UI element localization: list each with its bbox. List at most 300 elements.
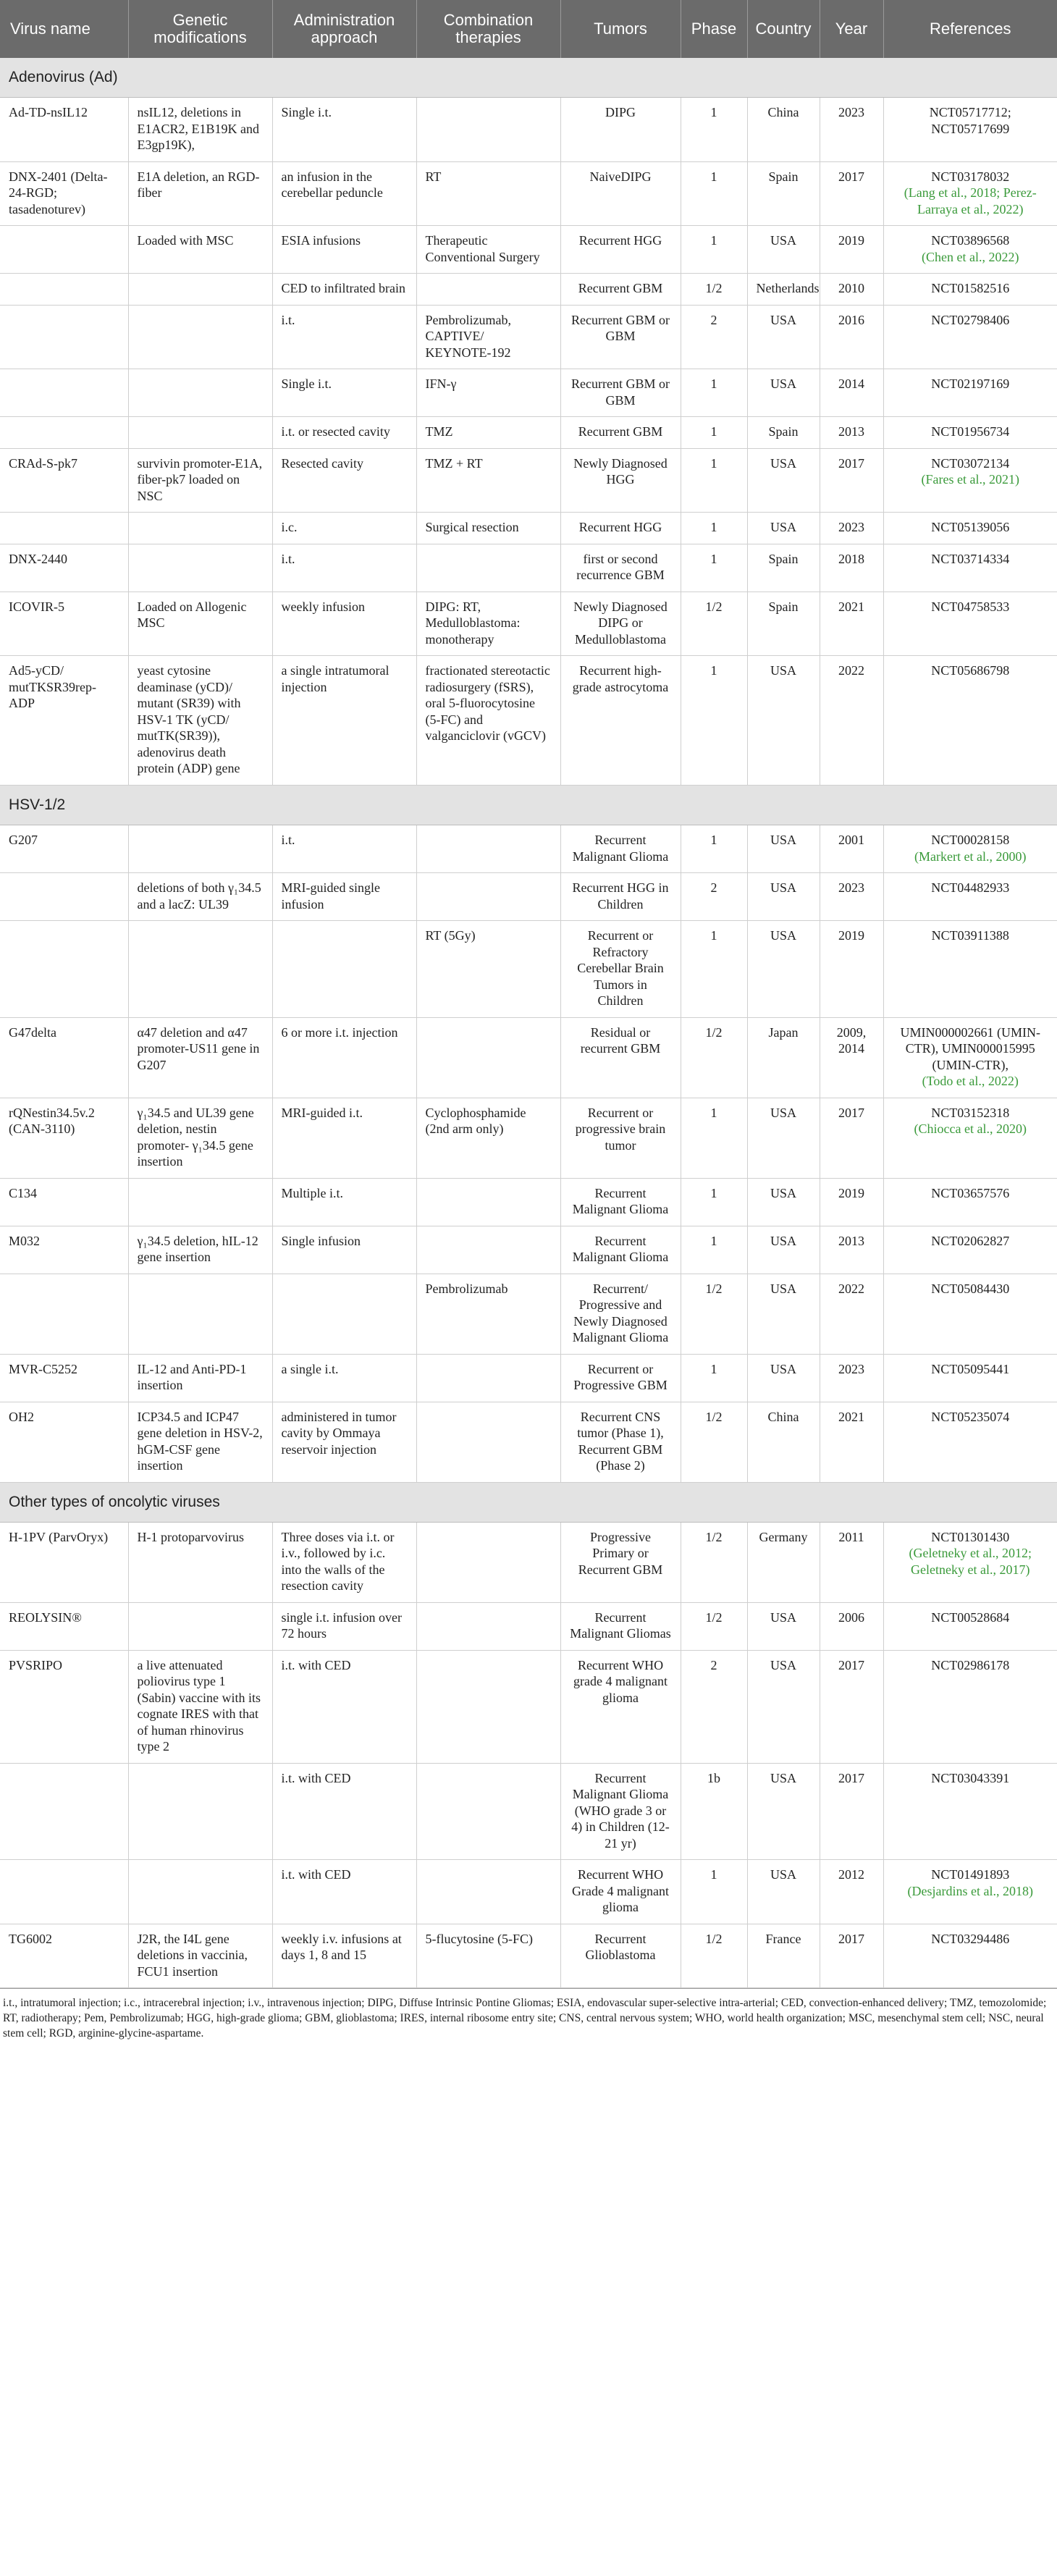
cell-tumors: Recurrent HGG [560,226,681,274]
cell-genetic-modifications [128,1763,272,1860]
reference-citation-link[interactable]: (Fares et al., 2021) [921,472,1019,487]
cell-administration-approach: i.c. [272,513,416,544]
cell-tumors: Recurrent or Progressive GBM [560,1354,681,1402]
cell-tumors: Recurrent GBM [560,417,681,449]
cell-country: USA [747,1274,820,1354]
cell-genetic-modifications [128,1860,272,1924]
cell-phase: 1/2 [681,274,747,306]
cell-combination-therapies: TMZ [416,417,560,449]
cell-phase: 2 [681,873,747,921]
cell-reference [883,1274,1057,1354]
cell-genetic-modifications: α47 deletion and α47 promoter-US11 gene in G207 [128,1017,272,1098]
cell-year: 2012 [820,1860,883,1924]
cell-virus-name [0,417,128,449]
cell-genetic-modifications: yeast cytosine deaminase (yCD)/ mutant (SR39) with HSV-1 TK (yCD/ mutTK(SR39)), adenovirus death protein (ADP) gene [128,656,272,786]
cell-combination-therapies [416,274,560,306]
cell-year: 2017 [820,1924,883,1988]
cell-combination-therapies: 5-flucytosine (5-FC) [416,1924,560,1988]
cell-tumors: Recurrent HGG [560,513,681,544]
table-row [0,1098,1057,1178]
cell-genetic-modifications: deletions of both γ₁34.5 and a lacZ: UL39 [128,873,272,921]
cell-country: USA [747,1226,820,1274]
cell-combination-therapies [416,1402,560,1482]
cell-tumors: Recurrent or Refractory Cerebellar Brain Tumors in Children [560,921,681,1018]
reference-id: NCT01956734 [931,424,1010,439]
cell-year: 2022 [820,1274,883,1354]
table-row [0,1522,1057,1602]
cell-country: Japan [747,1017,820,1098]
cell-tumors: Newly Diagnosed HGG [560,448,681,513]
section-title: HSV-1/2 [0,785,1057,825]
cell-tumors: Recurrent Malignant Glioma (WHO grade 3 or 4) in Children (12-21 yr) [560,1763,681,1860]
section-header-row [0,58,1057,98]
cell-phase: 1 [681,1354,747,1402]
cell-virus-name [0,921,128,1018]
table-row [0,1860,1057,1924]
cell-country: USA [747,226,820,274]
cell-genetic-modifications: E1A deletion, an RGD-fiber [128,161,272,226]
cell-reference [883,544,1057,592]
reference-id: NCT00028158 [931,833,1010,847]
table-footnote: i.t., intratumoral injection; i.c., intracerebral injection; i.v., intravenous injection; DIPG, Diffuse Intrinsic Pontine Gliomas; ESIA, endovascular super-selective intra-arterial; CED, convection-enhanced delivery; TMZ, temozolomide; RT, radiotherapy; Pem, Pembrolizumab; HGG, high-grade glioma; GBM, glioblastoma; IRES, internal ribosome entry site; CNS, central nervous system; WHO, world health organization; MSC, mesenchymal stem cell; NSC, neural stem cell; RGD, arginine-glycine-aspartame. [0,1988,1057,2042]
cell-genetic-modifications [128,513,272,544]
cell-administration-approach: i.t. or resected cavity [272,417,416,449]
cell-year: 2021 [820,1402,883,1482]
reference-citation-link[interactable]: (Markert et al., 2000) [914,849,1027,864]
cell-administration-approach: CED to infiltrated brain [272,274,416,306]
cell-virus-name: DNX-2401 (Delta-24-RGD; tasadenoturev) [0,161,128,226]
table-row [0,1226,1057,1274]
cell-virus-name: C134 [0,1178,128,1226]
table-row [0,1017,1057,1098]
reference-citation-link[interactable]: (Lang et al., 2018; Perez-Larraya et al., 2022) [904,185,1037,216]
cell-tumors: Recurrent Malignant Glioma [560,1226,681,1274]
cell-phase: 1b [681,1763,747,1860]
reference-citation-link[interactable]: (Chen et al., 2022) [922,249,1019,264]
cell-phase: 1 [681,98,747,162]
cell-year: 2017 [820,161,883,226]
table-row [0,1763,1057,1860]
section-header-row [0,1482,1057,1522]
cell-reference [883,1602,1057,1650]
cell-reference [883,825,1057,873]
cell-reference [883,274,1057,306]
cell-genetic-modifications: H-1 protoparvovirus [128,1522,272,1602]
cell-phase: 1 [681,161,747,226]
cell-phase: 1 [681,369,747,417]
cell-year: 2023 [820,98,883,162]
cell-phase: 1/2 [681,1602,747,1650]
cell-virus-name: M032 [0,1226,128,1274]
cell-tumors: Progressive Primary or Recurrent GBM [560,1522,681,1602]
cell-year: 2023 [820,513,883,544]
cell-virus-name: G47delta [0,1017,128,1098]
cell-virus-name: TG6002 [0,1924,128,1988]
cell-combination-therapies: fractionated stereotactic radiosurgery (fSRS), oral 5-fluorocytosine (5-FC) and valganciclovir (vGCV) [416,656,560,786]
cell-combination-therapies [416,1860,560,1924]
cell-virus-name: DNX-2440 [0,544,128,592]
header-phase: Phase [681,0,747,58]
table-row [0,1178,1057,1226]
cell-country: Spain [747,592,820,656]
cell-genetic-modifications [128,825,272,873]
cell-tumors: Residual or recurrent GBM [560,1017,681,1098]
table-row [0,1274,1057,1354]
cell-phase: 2 [681,305,747,369]
cell-virus-name [0,873,128,921]
cell-tumors: Recurrent or progressive brain tumor [560,1098,681,1178]
cell-phase: 1 [681,825,747,873]
table-row [0,656,1057,786]
cell-country: USA [747,1763,820,1860]
reference-id: NCT03911388 [931,928,1009,943]
table-row [0,448,1057,513]
table-row [0,592,1057,656]
cell-phase: 1/2 [681,1274,747,1354]
cell-virus-name [0,1860,128,1924]
cell-reference [883,592,1057,656]
cell-country: USA [747,305,820,369]
cell-genetic-modifications [128,274,272,306]
cell-virus-name: Ad-TD-nsIL12 [0,98,128,162]
cell-administration-approach: i.t. with CED [272,1860,416,1924]
table-row [0,1650,1057,1763]
cell-tumors: NaiveDIPG [560,161,681,226]
cell-country: USA [747,1178,820,1226]
cell-administration-approach: a single intratumoral injection [272,656,416,786]
reference-id: NCT05139056 [931,520,1010,535]
section-title: Other types of oncolytic viruses [0,1482,1057,1522]
cell-phase: 1 [681,1860,747,1924]
table-row [0,513,1057,544]
cell-reference [883,1226,1057,1274]
cell-genetic-modifications [128,1274,272,1354]
cell-administration-approach: an infusion in the cerebellar peduncle [272,161,416,226]
section-title: Adenovirus (Ad) [0,58,1057,98]
cell-country: Spain [747,161,820,226]
cell-reference [883,1650,1057,1763]
cell-virus-name [0,513,128,544]
table-row [0,98,1057,162]
cell-combination-therapies [416,1226,560,1274]
cell-genetic-modifications: ICP34.5 and ICP47 gene deletion in HSV-2, hGM-CSF gene insertion [128,1402,272,1482]
header-year: Year [820,0,883,58]
cell-tumors: first or second recurrence GBM [560,544,681,592]
cell-genetic-modifications: Loaded on Allogenic MSC [128,592,272,656]
cell-genetic-modifications: γ₁34.5 deletion, hIL-12 gene insertion [128,1226,272,1274]
reference-id: NCT03043391 [931,1770,1010,1785]
cell-tumors: Recurrent GBM or GBM [560,305,681,369]
cell-administration-approach: 6 or more i.t. injection [272,1017,416,1098]
header-country: Country [747,0,820,58]
cell-reference [883,1354,1057,1402]
reference-id: NCT03072134 [931,455,1010,471]
reference-id: NCT01491893 [931,1867,1010,1882]
reference-id: NCT05235074 [931,1409,1010,1424]
cell-country: USA [747,1354,820,1402]
reference-id: NCT03896568 [931,233,1010,248]
cell-phase: 2 [681,1650,747,1763]
cell-reference [883,656,1057,786]
cell-country: Netherlands [747,274,820,306]
reference-id: NCT04758533 [931,599,1010,614]
table-row [0,305,1057,369]
cell-year: 2019 [820,226,883,274]
cell-year: 2017 [820,1763,883,1860]
cell-country: USA [747,656,820,786]
reference-id: NCT04482933 [931,880,1010,895]
cell-tumors: Recurrent Malignant Glioma [560,825,681,873]
cell-reference [883,1763,1057,1860]
cell-administration-approach: ESIA infusions [272,226,416,274]
reference-citation-link[interactable]: (Todo et al., 2022) [922,1074,1019,1088]
cell-genetic-modifications: survivin promoter-E1A, fiber-pk7 loaded on NSC [128,448,272,513]
cell-country: USA [747,448,820,513]
reference-id: NCT01582516 [931,281,1010,296]
cell-phase: 1 [681,417,747,449]
cell-country: USA [747,1602,820,1650]
table-row [0,369,1057,417]
cell-phase: 1/2 [681,1402,747,1482]
cell-year: 2001 [820,825,883,873]
cell-combination-therapies: TMZ + RT [416,448,560,513]
cell-reference [883,513,1057,544]
cell-administration-approach: Single infusion [272,1226,416,1274]
cell-administration-approach: weekly i.v. infusions at days 1, 8 and 15 [272,1924,416,1988]
cell-reference [883,1522,1057,1602]
cell-country: France [747,1924,820,1988]
cell-combination-therapies [416,1017,560,1098]
header-genetic-modifications: Genetic modifications [128,0,272,58]
reference-id: NCT03152318 [931,1105,1010,1120]
cell-combination-therapies [416,1522,560,1602]
cell-phase: 1 [681,448,747,513]
cell-reference [883,417,1057,449]
table-row [0,1602,1057,1650]
cell-combination-therapies: RT (5Gy) [416,921,560,1018]
cell-phase: 1 [681,656,747,786]
cell-tumors: Recurrent/ Progressive and Newly Diagnosed Malignant Glioma [560,1274,681,1354]
cell-virus-name [0,1274,128,1354]
cell-reference [883,1924,1057,1988]
reference-citation-link[interactable]: (Desjardins et al., 2018) [907,1883,1033,1898]
cell-combination-therapies: IFN-γ [416,369,560,417]
reference-id: NCT03294486 [931,1931,1010,1946]
reference-citation-link[interactable]: (Chiocca et al., 2020) [914,1121,1027,1136]
cell-tumors: Recurrent high-grade astrocytoma [560,656,681,786]
header-row [0,0,1057,58]
cell-reference [883,1860,1057,1924]
reference-id: NCT01301430 [931,1529,1010,1544]
reference-id: NCT03178032 [931,169,1010,184]
cell-reference [883,98,1057,162]
reference-id: NCT03657576 [931,1185,1010,1200]
cell-phase: 1 [681,226,747,274]
reference-id: NCT05084430 [931,1281,1010,1296]
cell-administration-approach: i.t. [272,544,416,592]
cell-tumors: Recurrent CNS tumor (Phase 1), Recurrent GBM (Phase 2) [560,1402,681,1482]
reference-id: NCT05686798 [931,663,1010,678]
cell-administration-approach: i.t. [272,825,416,873]
cell-administration-approach: MRI-guided single infusion [272,873,416,921]
cell-administration-approach: a single i.t. [272,1354,416,1402]
cell-country: USA [747,513,820,544]
cell-phase: 1 [681,513,747,544]
cell-administration-approach: MRI-guided i.t. [272,1098,416,1178]
cell-combination-therapies [416,1763,560,1860]
cell-country: Germany [747,1522,820,1602]
cell-genetic-modifications [128,544,272,592]
header-virus-name: Virus name [0,0,128,58]
header-references: References [883,0,1057,58]
cell-reference [883,1017,1057,1098]
table-row [0,1924,1057,1988]
section-header-row [0,785,1057,825]
cell-genetic-modifications: γ₁34.5 and UL39 gene deletion, nestin promoter- γ₁34.5 gene insertion [128,1098,272,1178]
cell-genetic-modifications: Loaded with MSC [128,226,272,274]
cell-year: 2022 [820,656,883,786]
cell-virus-name: CRAd-S-pk7 [0,448,128,513]
cell-administration-approach: Single i.t. [272,369,416,417]
cell-administration-approach [272,1274,416,1354]
cell-administration-approach: i.t. [272,305,416,369]
cell-phase: 1 [681,1178,747,1226]
cell-genetic-modifications [128,369,272,417]
cell-genetic-modifications [128,305,272,369]
table-row [0,1402,1057,1482]
cell-phase: 1 [681,544,747,592]
cell-country: Spain [747,417,820,449]
table-row [0,873,1057,921]
cell-administration-approach: weekly infusion [272,592,416,656]
cell-reference [883,1098,1057,1178]
cell-year: 2014 [820,369,883,417]
cell-combination-therapies [416,1178,560,1226]
cell-reference [883,369,1057,417]
cell-tumors: Recurrent GBM [560,274,681,306]
cell-tumors: Recurrent WHO Grade 4 malignant glioma [560,1860,681,1924]
cell-genetic-modifications: IL-12 and Anti-PD-1 insertion [128,1354,272,1402]
cell-tumors: Recurrent Malignant Glioma [560,1178,681,1226]
cell-tumors: Recurrent WHO grade 4 malignant glioma [560,1650,681,1763]
cell-year: 2021 [820,592,883,656]
cell-country: USA [747,1098,820,1178]
reference-id: NCT05095441 [931,1361,1010,1376]
header-combination-therapies: Combination therapies [416,0,560,58]
reference-id: NCT02798406 [931,312,1010,327]
cell-tumors: Recurrent Malignant Gliomas [560,1602,681,1650]
cell-year: 2017 [820,1650,883,1763]
cell-country: USA [747,1650,820,1763]
cell-genetic-modifications [128,1602,272,1650]
cell-virus-name [0,226,128,274]
cell-year: 2019 [820,921,883,1018]
cell-combination-therapies: Pembrolizumab [416,1274,560,1354]
cell-genetic-modifications: a live attenuated poliovirus type 1 (Sabin) vaccine with its cognate IRES with that of human rhinovirus type 2 [128,1650,272,1763]
table-row [0,274,1057,306]
cell-year: 2009, 2014 [820,1017,883,1098]
cell-reference [883,226,1057,274]
cell-phase: 1 [681,921,747,1018]
reference-id: UMIN000002661 (UMIN-CTR), UMIN000015995 (UMIN-CTR), [900,1024,1040,1072]
table-row [0,417,1057,449]
cell-tumors: DIPG [560,98,681,162]
cell-country: Spain [747,544,820,592]
cell-year: 2010 [820,274,883,306]
cell-year: 2017 [820,1098,883,1178]
reference-id: NCT03714334 [931,551,1010,566]
cell-genetic-modifications: nsIL12, deletions in E1ACR2, E1B19K and E3gp19K), [128,98,272,162]
cell-combination-therapies [416,873,560,921]
cell-country: USA [747,873,820,921]
cell-country: USA [747,1860,820,1924]
cell-reference [883,1178,1057,1226]
reference-id: NCT05717712; NCT05717699 [929,105,1011,136]
cell-administration-approach: Three doses via i.t. or i.v., followed by i.c. into the walls of the resection cavity [272,1522,416,1602]
cell-genetic-modifications [128,921,272,1018]
cell-administration-approach [272,921,416,1018]
reference-id: NCT02062827 [931,1233,1010,1248]
cell-year: 2013 [820,1226,883,1274]
cell-combination-therapies [416,544,560,592]
cell-virus-name [0,274,128,306]
table-row [0,1354,1057,1402]
header-administration-approach: Administration approach [272,0,416,58]
cell-combination-therapies: Therapeutic Conventional Surgery [416,226,560,274]
cell-phase: 1 [681,1226,747,1274]
cell-virus-name: ICOVIR-5 [0,592,128,656]
cell-combination-therapies: Cyclophosphamide (2nd arm only) [416,1098,560,1178]
cell-reference [883,305,1057,369]
cell-year: 2006 [820,1602,883,1650]
cell-year: 2023 [820,1354,883,1402]
cell-tumors: Recurrent GBM or GBM [560,369,681,417]
cell-combination-therapies [416,98,560,162]
cell-administration-approach: single i.t. infusion over 72 hours [272,1602,416,1650]
cell-phase: 1 [681,1098,747,1178]
cell-year: 2019 [820,1178,883,1226]
cell-virus-name: REOLYSIN® [0,1602,128,1650]
cell-virus-name: MVR-C5252 [0,1354,128,1402]
cell-combination-therapies: Pembrolizumab, CAPTIVE/ KEYNOTE-192 [416,305,560,369]
table-row [0,825,1057,873]
header-tumors: Tumors [560,0,681,58]
cell-tumors: Newly Diagnosed DIPG or Medulloblastoma [560,592,681,656]
cell-reference [883,161,1057,226]
cell-phase: 1/2 [681,1522,747,1602]
cell-virus-name: PVSRIPO [0,1650,128,1763]
cell-virus-name: H-1PV (ParvOryx) [0,1522,128,1602]
cell-year: 2016 [820,305,883,369]
cell-phase: 1/2 [681,1017,747,1098]
cell-country: USA [747,369,820,417]
cell-administration-approach: i.t. with CED [272,1763,416,1860]
cell-virus-name [0,305,128,369]
cell-year: 2013 [820,417,883,449]
cell-year: 2023 [820,873,883,921]
cell-administration-approach: Resected cavity [272,448,416,513]
cell-year: 2011 [820,1522,883,1602]
cell-virus-name [0,369,128,417]
cell-administration-approach: i.t. with CED [272,1650,416,1763]
cell-virus-name: OH2 [0,1402,128,1482]
cell-year: 2017 [820,448,883,513]
cell-combination-therapies [416,1650,560,1763]
cell-phase: 1/2 [681,592,747,656]
reference-citation-link[interactable]: (Geletneky et al., 2012; Geletneky et al., 2017) [909,1546,1032,1577]
cell-combination-therapies [416,825,560,873]
table-body [0,58,1057,1988]
